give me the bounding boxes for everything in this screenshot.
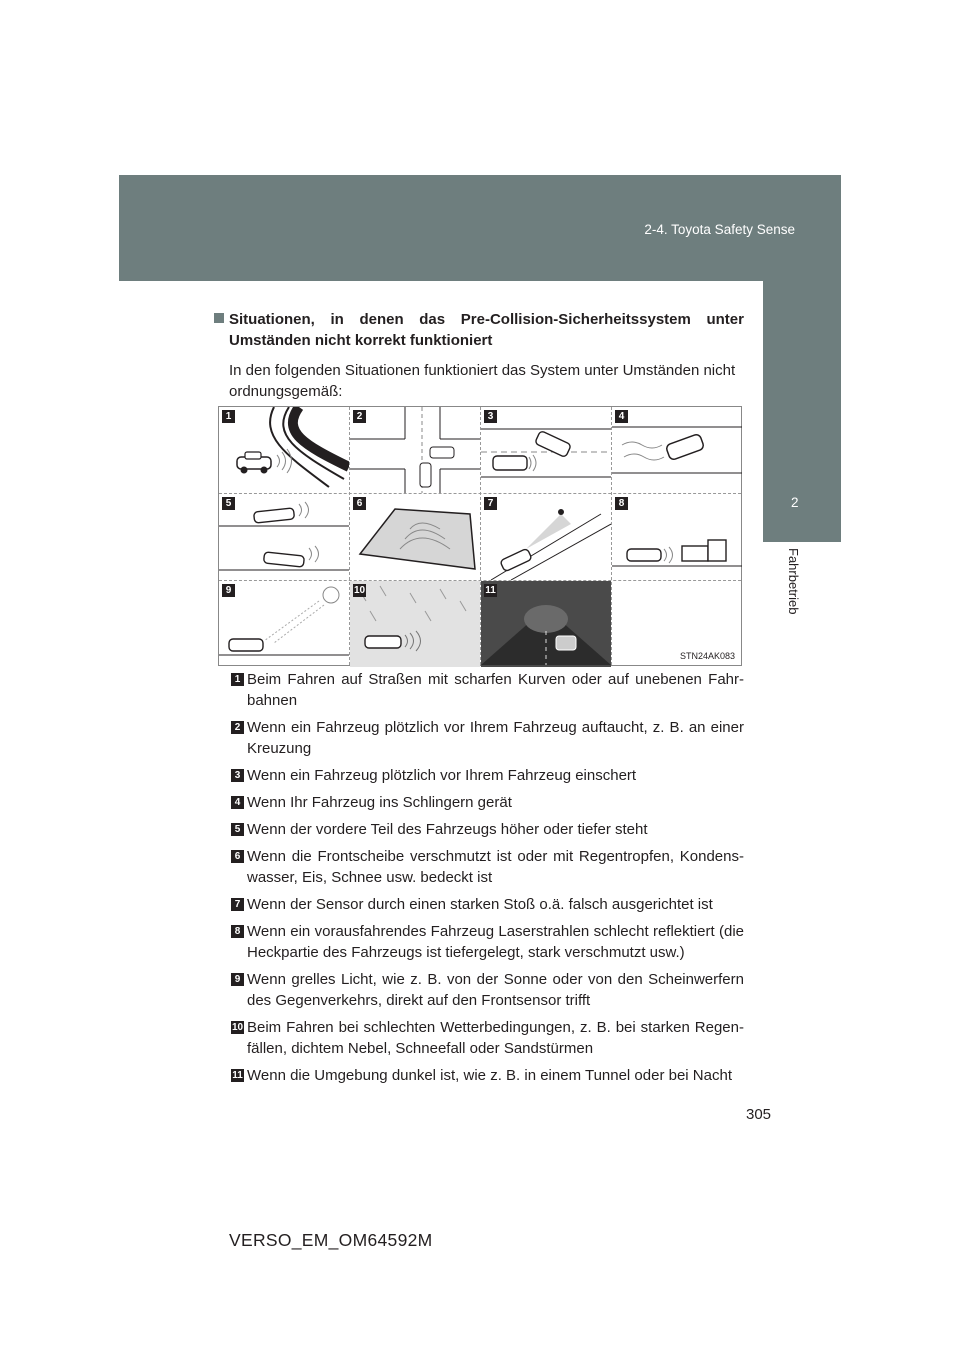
list-item-text: Wenn grelles Licht, wie z. B. von der Sonne oder von den Scheinwerfern des Gegenverkehrs, direkt auf den Frontsensor trifft: [247, 971, 744, 1009]
list-item-text: Wenn der vordere Teil des Fahrzeugs höher oder tiefer steht: [247, 821, 648, 838]
list-item-text: Wenn ein vorausfahrendes Fahrzeug Laserstrahlen schlecht reflektiert (die Heckpartie des Fahrzeugs ist tiefergelegt, stark verschmutzt usw.): [247, 923, 744, 961]
page-number: 305: [746, 1106, 772, 1123]
list-item: [231, 819, 744, 840]
document-code: VERSO_EM_OM64592M: [229, 1230, 433, 1250]
figure-label: 5: [222, 497, 235, 510]
figure-label: 7: [484, 497, 497, 510]
section-title: [214, 309, 744, 351]
illustration-tunnel-dark: [481, 581, 611, 667]
illustration-poor-reflection: [612, 494, 742, 580]
square-bullet-icon: [214, 313, 224, 323]
list-item-number: 9: [231, 973, 244, 986]
situation-list: [231, 669, 744, 1092]
list-item-number: 10: [232, 1022, 244, 1033]
grid-divider: [611, 407, 612, 665]
intro-paragraph: In den folgenden Situationen funktioniert das System unter Umständen nicht ordnungsgemäß:: [229, 362, 736, 400]
illustration-bad-weather: [350, 581, 480, 667]
illustration-glare: [219, 581, 349, 667]
list-item: [231, 765, 744, 786]
figure-label: 6: [353, 497, 366, 510]
list-item-text: Wenn die Umgebung dunkel ist, wie z. B. in einem Tunnel oder bei Nacht: [247, 1067, 732, 1084]
illustration-sharp-curve: [219, 407, 349, 493]
illustration-intersection: [350, 407, 480, 493]
list-item-text: Wenn der Sensor durch einen starken Stoß o.ä. falsch ausgerichtet ist: [247, 896, 713, 913]
section-heading: 2-4. Toyota Safety Sense: [644, 222, 795, 237]
list-item-text: Wenn Ihr Fahrzeug ins Schlingern gerät: [247, 794, 512, 811]
list-item-number: 8: [231, 925, 244, 938]
figure-label: 1: [222, 410, 235, 423]
illustration-dirty-windshield: [350, 494, 480, 580]
figure-label: 2: [353, 410, 366, 423]
illustration-misaligned-sensor: [481, 494, 611, 580]
list-item: [231, 846, 744, 888]
list-item-number: 2: [231, 721, 244, 734]
figure-code: STN24AK083: [679, 651, 735, 661]
list-item: [231, 921, 744, 963]
figure-label: 11: [485, 585, 496, 596]
list-item-text: Wenn die Frontscheibe verschmutzt ist oder mit Regentropfen, Kondens-wasser, Eis, Schnee usw. bedeckt ist: [247, 848, 744, 886]
figure-label: 9: [222, 584, 235, 597]
chapter-number: 2: [791, 495, 799, 510]
list-item: [231, 792, 744, 813]
grid-divider: [219, 580, 741, 581]
grid-divider: [219, 493, 741, 494]
list-item-number: 4: [231, 796, 244, 809]
figure-label: 3: [484, 410, 497, 423]
list-item: [231, 669, 744, 711]
chapter-tab: [763, 281, 841, 542]
list-item-number: 1: [231, 673, 244, 686]
list-item-text: Wenn ein Fahrzeug plötzlich vor Ihrem Fahrzeug einschert: [247, 767, 637, 784]
list-item: [231, 1017, 744, 1059]
list-item-text: Wenn ein Fahrzeug plötzlich vor Ihrem Fahrzeug auftaucht, z. B. an einer Kreuzung: [247, 719, 744, 757]
list-item-number: 5: [231, 823, 244, 836]
list-item: [231, 717, 744, 759]
list-item-text: Beim Fahren bei schlechten Wetterbedingungen, z. B. bei starken Regen-fällen, dichtem Nebel, Schneefall oder Sandstürmen: [247, 1019, 744, 1057]
section-block: [214, 309, 744, 402]
illustration-skidding: [612, 407, 742, 493]
list-item-text: Beim Fahren auf Straßen mit scharfen Kurven oder auf unebenen Fahr-bahnen: [247, 671, 744, 709]
list-item: [231, 969, 744, 1011]
figure-label: 4: [615, 410, 628, 423]
list-item-number: 7: [231, 898, 244, 911]
figure-label: 10: [354, 585, 366, 596]
grid-divider: [349, 407, 350, 665]
header-bar: [119, 175, 841, 281]
illustration-cut-in: [481, 407, 611, 493]
list-item-number: 3: [231, 769, 244, 782]
list-item: [231, 894, 744, 915]
section-title-text: Situationen, in denen das Pre-Collision-Sicherheitssystem unter Umständen nicht korrekt funktioniert: [229, 311, 744, 349]
chapter-label: Fahrbetrieb: [786, 548, 801, 615]
illustration-grid: [218, 406, 742, 666]
figure-label: 8: [615, 497, 628, 510]
list-item-number: 6: [231, 850, 244, 863]
grid-divider: [480, 407, 481, 665]
list-item: [231, 1065, 744, 1086]
illustration-vehicle-pitch: [219, 494, 349, 580]
list-item-number: 11: [232, 1070, 243, 1081]
